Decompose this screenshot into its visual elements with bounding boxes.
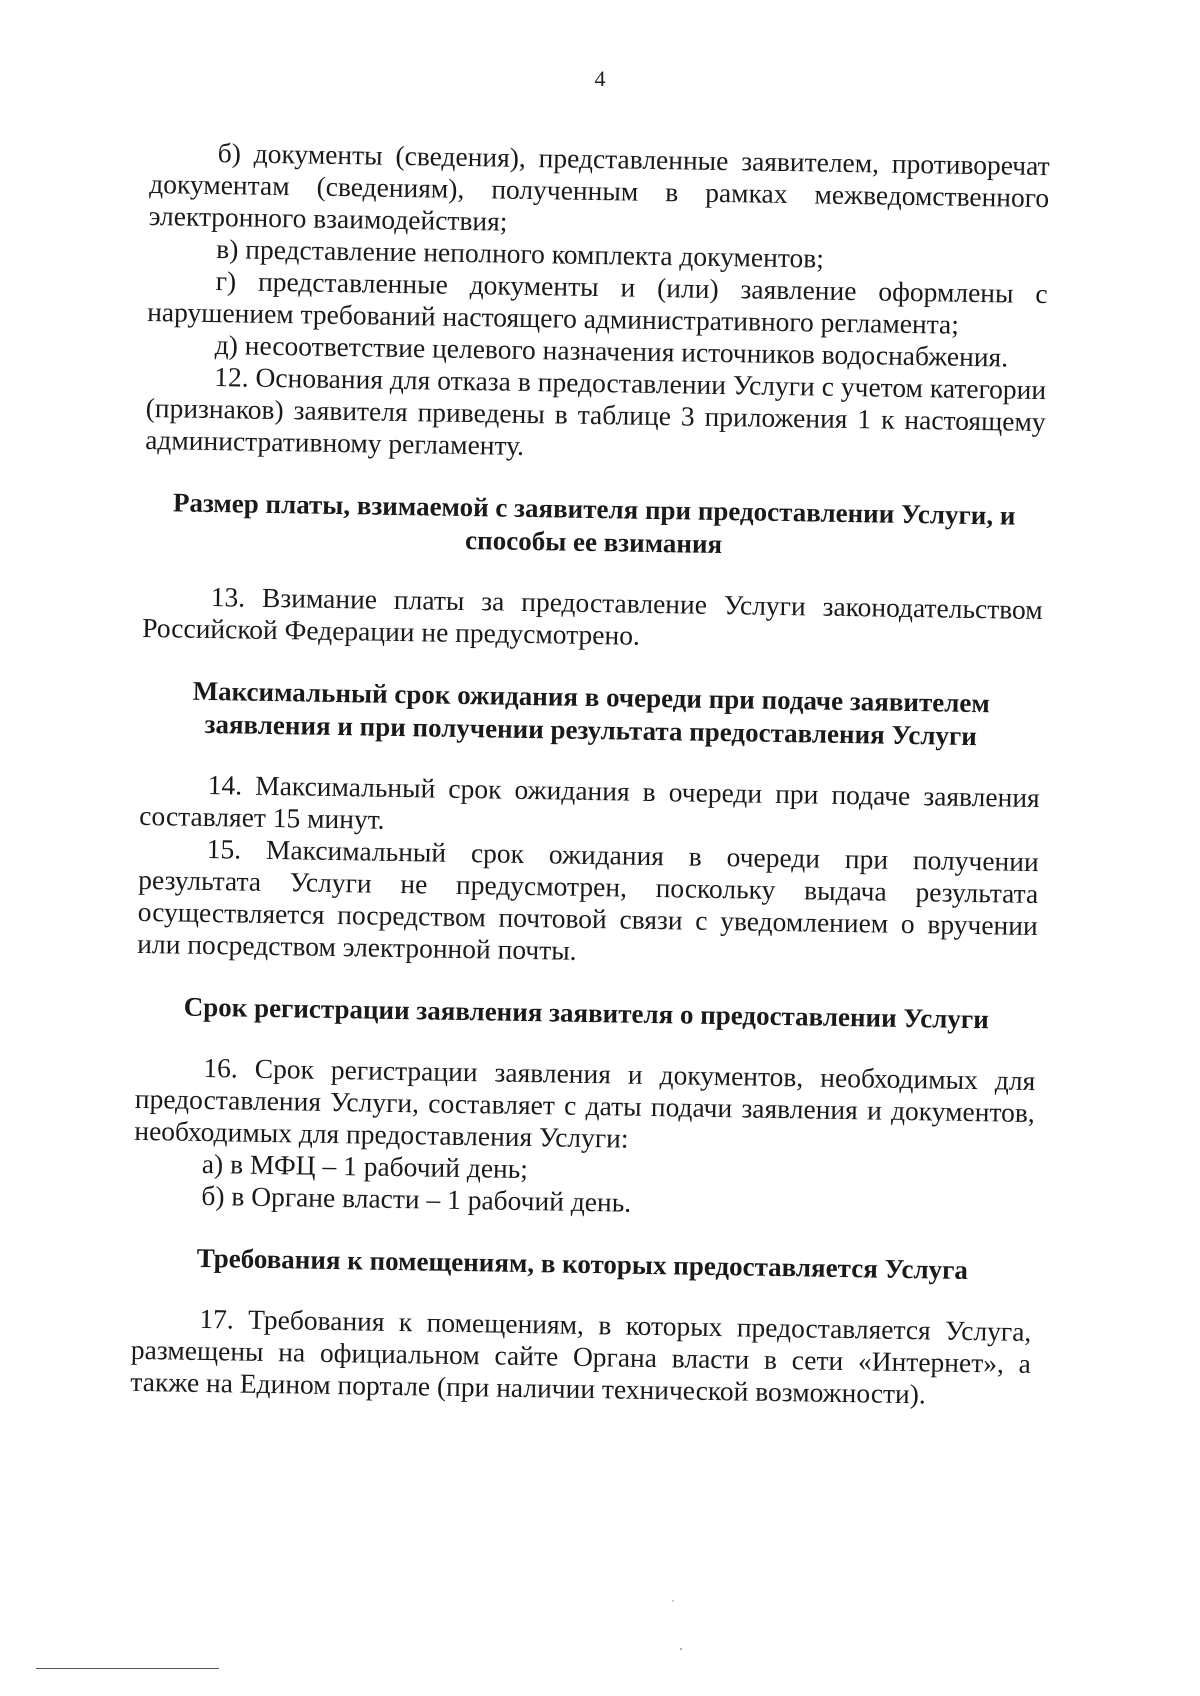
paragraph-15: 15. Максимальный срок ожидания в очереди при получении результата Услуги не предусмотрен, поскольку выдача результата осуществляется посредством почтовой связи с уведомлением о вручении или посредством электронной почты. — [137, 832, 1039, 966]
paragraph-16a: а) в МФЦ – 1 рабочий день; — [201, 1147, 529, 1185]
scan-speck — [672, 1600, 674, 1602]
paragraph-13: 13. Взимание платы за предоставление Услуги законодательством Российской Федерации не предусмотрено. — [142, 581, 1043, 651]
section-heading-premises: Требования к помещениям, в которых предоставляется Услуга — [196, 1242, 969, 1285]
footnote-separator-line — [36, 1668, 219, 1669]
paragraph-17: 17. Требования к помещениям, в которых предоставляется Услуга, размещены на официальном сайте Органа власти в сети «Интернет», а также на Едином портале (при наличии технической возможности). — [130, 1302, 1032, 1410]
section-heading-queue: Максимальный срок ожидания в очереди при подаче заявителем заявления и при получении результата предоставления Услуги — [192, 675, 990, 752]
paragraph-11g: г) представленные документы и (или) заявление оформлены с нарушением требований настоящего административного регламента; — [146, 265, 1048, 340]
section-heading-fee: Размер платы, взимаемой с заявителя при предоставлении Услуги, и способы ее взимания — [172, 487, 1016, 560]
page-number: 4 — [594, 66, 606, 91]
scan-speck — [680, 1648, 682, 1650]
document-body — [130, 136, 1050, 1412]
paragraph-11d: д) несоответствие целевого назначения источников водоснабжения. — [214, 329, 1009, 373]
paragraph-16b: б) в Органе власти – 1 рабочий день. — [201, 1179, 632, 1218]
paragraph-11b: б) документы (сведения), представленные заявителем, противоречат документам (сведениям), полученным в рамках межведомственного электронного взаимодействия; — [148, 137, 1050, 237]
section-heading-registration: Срок регистрации заявления заявителя о предоставлении Услуги — [183, 991, 990, 1035]
paragraph-16: 16. Срок регистрации заявления и документов, необходимых для предоставления Услуги, составляет с даты подачи заявления и документов, необходимых для предоставления Услуги: — [134, 1051, 1036, 1154]
paragraph-12: 12. Основания для отказа в предоставлении Услуги с учетом категории (признаков) заявителя приведены в таблице 3 приложения 1 к настоящему административному регламенту. — [144, 361, 1047, 461]
paragraph-11v: в) представление неполного комплекта документов; — [215, 233, 825, 274]
paragraph-14: 14. Максимальный срок ожидания в очереди при подаче заявления составляет 15 минут. — [139, 768, 1040, 835]
